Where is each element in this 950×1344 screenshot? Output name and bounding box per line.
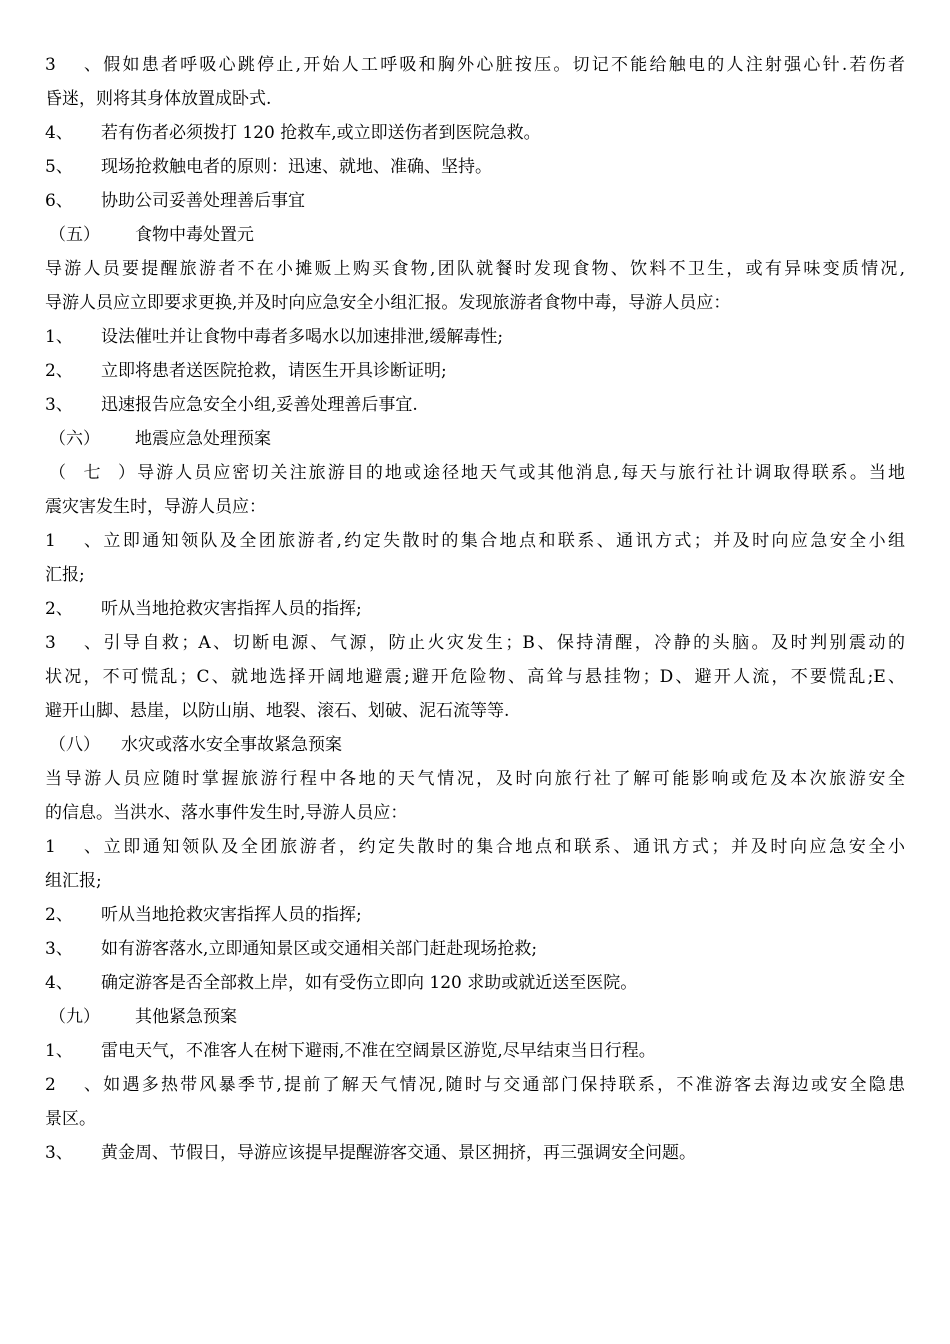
item-number: 2、 — [45, 1075, 101, 1095]
list-item — [45, 1068, 905, 1102]
section-title: 其他紧急预案 — [135, 1007, 237, 1027]
item-text: 听从当地抢救灾害指挥人员的指挥; — [101, 599, 362, 619]
item-number: 2、 — [45, 905, 73, 925]
item-text: 雷电天气，不准客人在树下避雨,不准在空阔景区游览,尽早结束当日行程。 — [101, 1041, 656, 1061]
section-title: 水灾或落水安全事故紧急预案 — [121, 735, 342, 755]
item-number: 3、 — [45, 939, 73, 959]
section-title: 食物中毒处置元 — [135, 225, 254, 245]
list-item — [45, 592, 905, 626]
item-number: 3、 — [45, 1143, 73, 1163]
item-number: 1、 — [45, 327, 73, 347]
list-item — [45, 320, 905, 354]
section-heading — [45, 218, 905, 252]
section-heading — [45, 456, 905, 490]
section-number: （六） — [49, 429, 100, 449]
item-text: 若有伤者必须拨打 120 抢救车,或立即送伤者到医院急救。 — [101, 123, 541, 143]
list-item — [45, 388, 905, 422]
document-body — [45, 48, 905, 1170]
item-number: 4、 — [45, 123, 73, 143]
item-number: 3、 — [45, 633, 101, 653]
paragraph-line: 景区。 — [45, 1109, 96, 1129]
item-number: 3、 — [45, 55, 101, 75]
item-number: 1、 — [45, 531, 101, 551]
item-number: 5、 — [45, 157, 73, 177]
list-item — [45, 184, 905, 218]
list-item — [45, 150, 905, 184]
item-number: 1、 — [45, 837, 101, 857]
list-item — [45, 626, 905, 660]
item-text: 协助公司妥善处理善后事宜 — [101, 191, 305, 211]
item-text: 黄金周、节假日，导游应该提早提醒游客交通、景区拥挤，再三强调安全问题。 — [101, 1143, 696, 1163]
item-number: 2、 — [45, 599, 73, 619]
paragraph-line: 的信息。当洪水、落水事件发生时,导游人员应： — [45, 803, 408, 823]
item-text: 如遇多热带风暴季节,提前了解天气情况,随时与交通部门保持联系，不准游客去海边或安全隐患 — [101, 1075, 905, 1095]
item-number: 3、 — [45, 395, 73, 415]
list-item — [45, 898, 905, 932]
paragraph-line: 组汇报; — [45, 871, 102, 891]
list-item — [45, 1034, 905, 1068]
paragraph-line: 汇报; — [45, 565, 85, 585]
section-number: （九） — [49, 1007, 100, 1027]
item-text: 引导自救；A、切断电源、气源，防止火灾发生；B、保持清醒，冷静的头脑。及时判别震动的 — [101, 633, 905, 653]
item-text: 立即将患者送医院抢救，请医生开具诊断证明; — [101, 361, 447, 381]
list-item — [45, 354, 905, 388]
item-text: 立即通知领队及全团旅游者,约定失散时的集合地点和联系、通讯方式；并及时向应急安全小组 — [101, 531, 905, 551]
list-item — [45, 932, 905, 966]
section-number: （七） — [49, 463, 135, 483]
item-text: 迅速报告应急安全小组,妥善处理善后事宜. — [101, 395, 418, 415]
section-title: 导游人员应密切关注旅游目的地或途径地天气或其他消息,每天与旅行社计调取得联系。当地 — [135, 463, 905, 483]
item-number: 6、 — [45, 191, 73, 211]
list-item — [45, 830, 905, 864]
paragraph-line: 导游人员要提醒旅游者不在小摊贩上购买食物,团队就餐时发现食物、饮料不卫生，或有异味变质情况, — [45, 259, 905, 279]
item-text: 立即通知领队及全团旅游者，约定失散时的集合地点和联系、通讯方式；并及时向应急安全小 — [101, 837, 905, 857]
section-title: 地震应急处理预案 — [135, 429, 271, 449]
section-heading — [45, 1000, 905, 1034]
paragraph-line: 导游人员应立即要求更换,并及时向应急安全小组汇报。发现旅游者食物中毒，导游人员应： — [45, 293, 731, 313]
list-item — [45, 116, 905, 150]
list-item — [45, 48, 905, 82]
item-number: 4、 — [45, 973, 73, 993]
item-text: 确定游客是否全部救上岸，如有受伤立即向 120 求助或就近送至医院。 — [101, 973, 638, 993]
list-item — [45, 1136, 905, 1170]
item-text: 设法催吐并让食物中毒者多喝水以加速排泄,缓解毒性; — [101, 327, 504, 347]
paragraph-line: 避开山脚、悬崖，以防山崩、地裂、滚石、划破、泥石流等等. — [45, 701, 510, 721]
item-text: 假如患者呼吸心跳停止,开始人工呼吸和胸外心脏按压。切记不能给触电的人注射强心针.若伤者 — [101, 55, 905, 75]
paragraph-line: 当导游人员应随时掌握旅游行程中各地的天气情况，及时向旅行社了解可能影响或危及本次旅游安全 — [45, 769, 905, 789]
item-text: 听从当地抢救灾害指挥人员的指挥; — [101, 905, 362, 925]
item-number: 2、 — [45, 361, 73, 381]
paragraph-line: 状况，不可慌乱；C、就地选择开阔地避震;避开危险物、高耸与悬挂物；D、避开人流，不要慌乱;E、 — [45, 667, 905, 687]
paragraph-line: 震灾害发生时，导游人员应： — [45, 497, 266, 517]
section-heading — [45, 422, 905, 456]
section-number: （五） — [49, 225, 100, 245]
list-item — [45, 524, 905, 558]
item-number: 1、 — [45, 1041, 73, 1061]
item-text: 现场抢救触电者的原则：迅速、就地、准确、坚持。 — [101, 157, 492, 177]
section-number: （八） — [49, 735, 100, 755]
list-item — [45, 966, 905, 1000]
item-text: 如有游客落水,立即通知景区或交通相关部门赶赴现场抢救; — [101, 939, 538, 959]
section-heading — [45, 728, 905, 762]
paragraph-line: 昏迷，则将其身体放置成卧式. — [45, 89, 272, 109]
